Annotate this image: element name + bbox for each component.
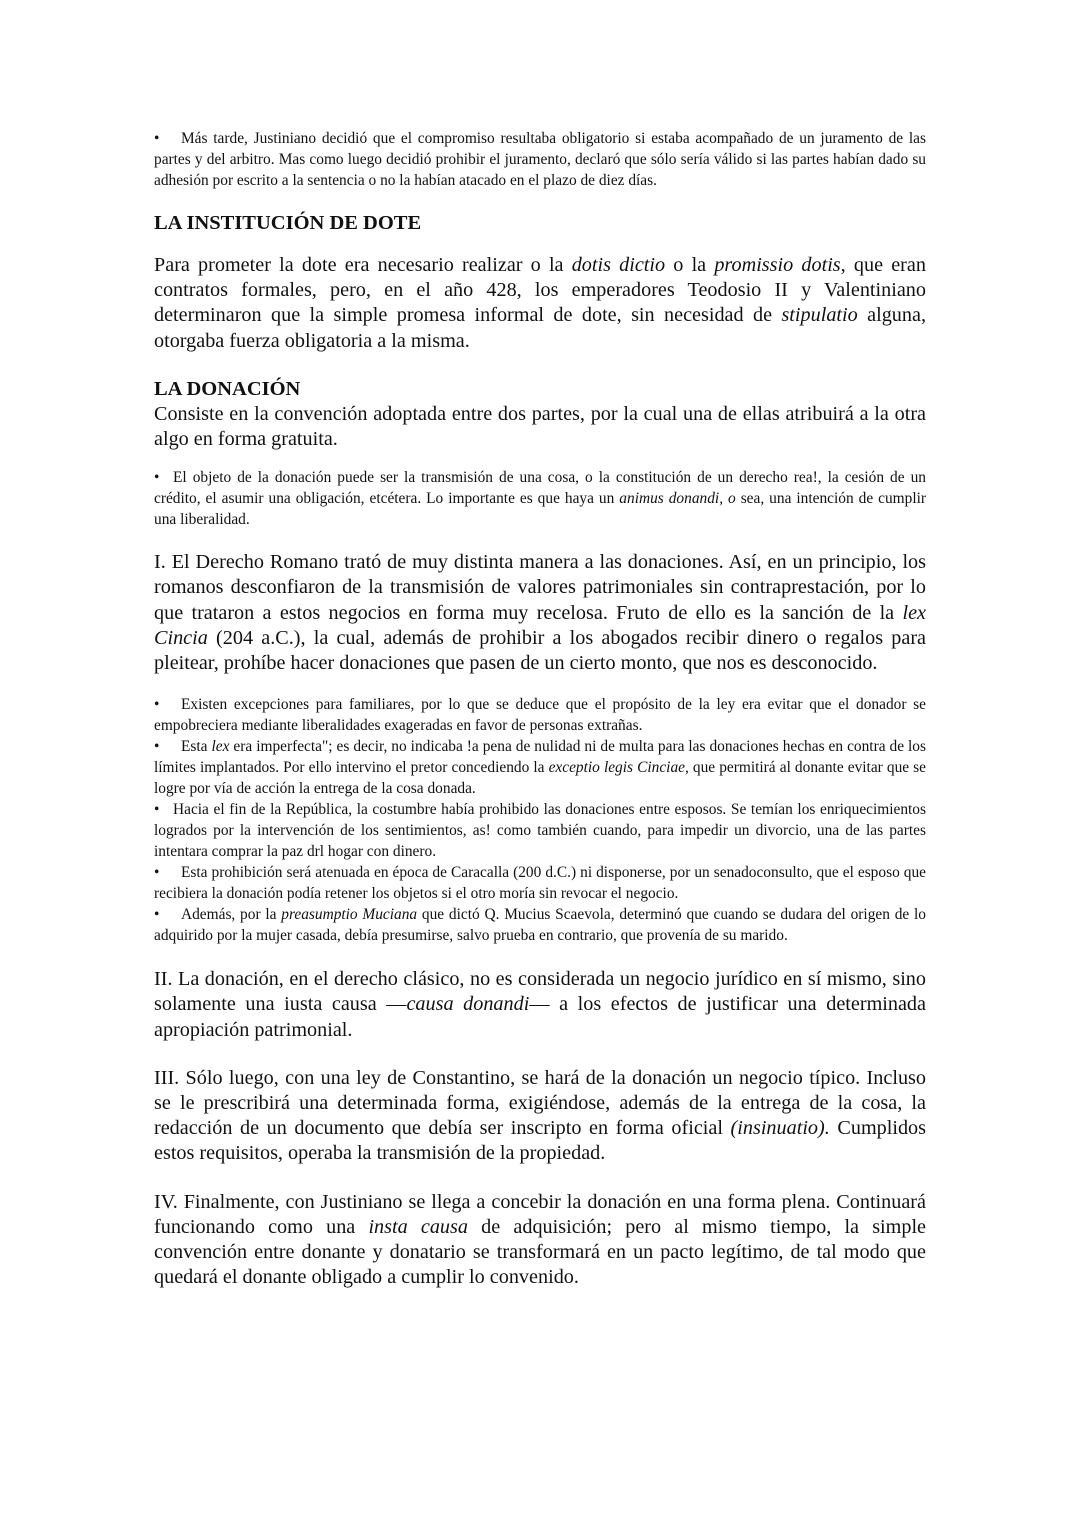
bullet-1-text: Existen excepciones para familiares, por lo que se deduce que el propósito de la ley era evitar que el donador se empobreciera mediante liberalidades exageradas en favor de personas extrañas.	[154, 696, 926, 735]
bullet-2	[154, 736, 926, 799]
intro-text: Más tarde, Justiniano decidió que el compromiso resultaba obligatorio si estaba acompañado de un juramento de las partes y del arbitro. Mas como luego decidió prohibir el juramento, declaró que sólo sería válido si las partes habían dado su adhesión por escrito a la sentencia o no la habían atacado en el plazo de diez días.	[154, 130, 926, 189]
dote-italic-3: stipulatio	[781, 304, 858, 327]
donacion-object-bullet	[154, 467, 926, 530]
bullet-4	[154, 862, 926, 904]
sec1-text-1: I. El Derecho Romano trató de muy distinta manera a las donaciones. Así, en un principio, los romanos desconfiaron de la transmisión de valores patrimoniales sin contraprestación, por lo que trataron a estos negocios en forma muy recelosa. Fruto de ello es la sanción de la	[154, 551, 926, 624]
intro-bullet-paragraph	[154, 128, 926, 191]
sec1-text-2: (204 a.C.), la cual, además de prohibir a los abogados recibir dinero o regalos para pleitear, prohíbe hacer donaciones que pasen de un cierto monto, que nos es desconocido.	[154, 626, 926, 675]
dote-italic-1: dotis dictio	[571, 254, 666, 276]
sec3-text-1: III. Sólo luego, con una ley de Constantino, se hará de la donación un negocio típico. Incluso se le prescribirá una determinada forma, exigiéndose, además de la entrega de la cosa, la redacción de un documento que debía ser inscripto en forma oficial	[154, 1066, 926, 1140]
dote-paragraph	[154, 253, 926, 354]
bullet-list	[154, 694, 926, 946]
section-3-paragraph	[154, 1066, 926, 1167]
sec4-text-2: de adquisición; pero al mismo tiempo, la simple convención entre donante y donatario se transformará en un pacto legítimo, de tal modo que quedará el donante obligado a cumplir lo convenido.	[154, 1215, 927, 1289]
sec2-italic-1: causa donandi	[406, 993, 530, 1016]
bullet-4-text: Esta prohibición será atenuada en época de Caracalla (200 d.C.) ni disponerse, por un senadoconsulto, que el esposo que recibiera la donación podía retener los objetos si el otro moría sin revocar el negocio.	[154, 864, 926, 903]
dote-heading: LA INSTITUCIÓN DE DOTE	[154, 212, 422, 234]
dote-italic-2: promissio dotis	[714, 254, 841, 276]
bullet-5-text-1: Además, por la	[181, 906, 282, 924]
sec3-italic-1: (insinuatio).	[730, 1117, 830, 1140]
sec4-text-1: IV. Finalmente, con Justiniano se llega a concebir la donación en una forma plena. Continuará funcionando como una	[154, 1190, 926, 1238]
dote-text-2: o la	[665, 254, 715, 276]
donacion-heading: LA DONACIÓN	[154, 377, 301, 400]
bullet-3-text: Hacia el fin de la República, la costumbre había prohibido las donaciones entre esposos. Se temían los enriquecimientos logrados por la intervención de los sentimientos, as! como también cuando, para impedir un divorcio, una de las partes intentara comprar la paz drl hogar con dinero.	[154, 801, 926, 861]
bullet-2-italic-2: exceptio legis Cinciae,	[548, 759, 689, 777]
objeto-italic-1: animus donandi, o	[619, 490, 736, 508]
section-2-paragraph	[154, 967, 926, 1043]
document-page	[154, 128, 926, 1290]
bullet-5-text-2: que dictó Q. Mucius Scaevola, determinó que cuando se dudara del origen de lo adquirido por la mujer casada, debía presumirse, salvo prueba en contrario, que provenía de su marido.	[154, 906, 926, 945]
objeto-text-2: sea, una intención de cumplir una liberalidad.	[154, 490, 927, 529]
sec2-text-2: — a los efectos de justificar una determinada apropiación patrimonial.	[154, 993, 926, 1041]
bullet-5	[154, 904, 926, 946]
section-4-paragraph	[154, 1190, 926, 1291]
dote-text-4: alguna, otorgaba fuerza obligatoria a la misma.	[154, 304, 926, 352]
sec3-text-2: Cumplidos estos requisitos, operaba la transmisión de la propiedad.	[154, 1117, 926, 1165]
bullet-1	[154, 694, 926, 736]
bullet-5-italic-1: preasumptio Muciana	[281, 906, 418, 924]
bullet-2-text-3: que permitirá al donante evitar que se logre por vía de acción la entrega de la cosa donada.	[154, 759, 927, 798]
sec2-text-1: II. La donación, en el derecho clásico, no es considerada un negocio jurídico en sí mismo, sino solamente una iusta causa —	[154, 968, 926, 1016]
bullet-2-italic-1: lex	[211, 738, 230, 756]
section-1-paragraph	[154, 550, 926, 676]
objeto-text-1: El objeto de la donación puede ser la transmisión de una cosa, o la constitución de un derecho rea!, la cesión de un crédito, el asumir una obligación, etcétera. Lo importante es que haya un	[154, 469, 926, 508]
sec4-italic-1: insta causa	[368, 1215, 468, 1238]
bullet-2-text-1: Esta	[181, 738, 212, 756]
bullet-2-text-2: era imperfecta"; es decir, no indicaba !a pena de nulidad ni de multa para las donaciones hechas en contra de los límites implantados. Por ello intervino el pretor concediendo la	[154, 738, 926, 777]
sec1-italic-1: lex Cincia	[154, 601, 926, 649]
dote-text-1: Para prometer la dote era necesario realizar o la	[154, 254, 572, 276]
donacion-definition: Consiste en la convención adoptada entre dos partes, por la cual una de ellas atribuirá a la otra algo en forma gratuita.	[154, 402, 926, 451]
bullet-3	[154, 799, 926, 862]
dote-text-3: , que eran contratos formales, pero, en el año 428, los emperadores Teodosio II y Valentiniano determinaron que la simple promesa informal de dote, sin necesidad de	[154, 254, 926, 327]
